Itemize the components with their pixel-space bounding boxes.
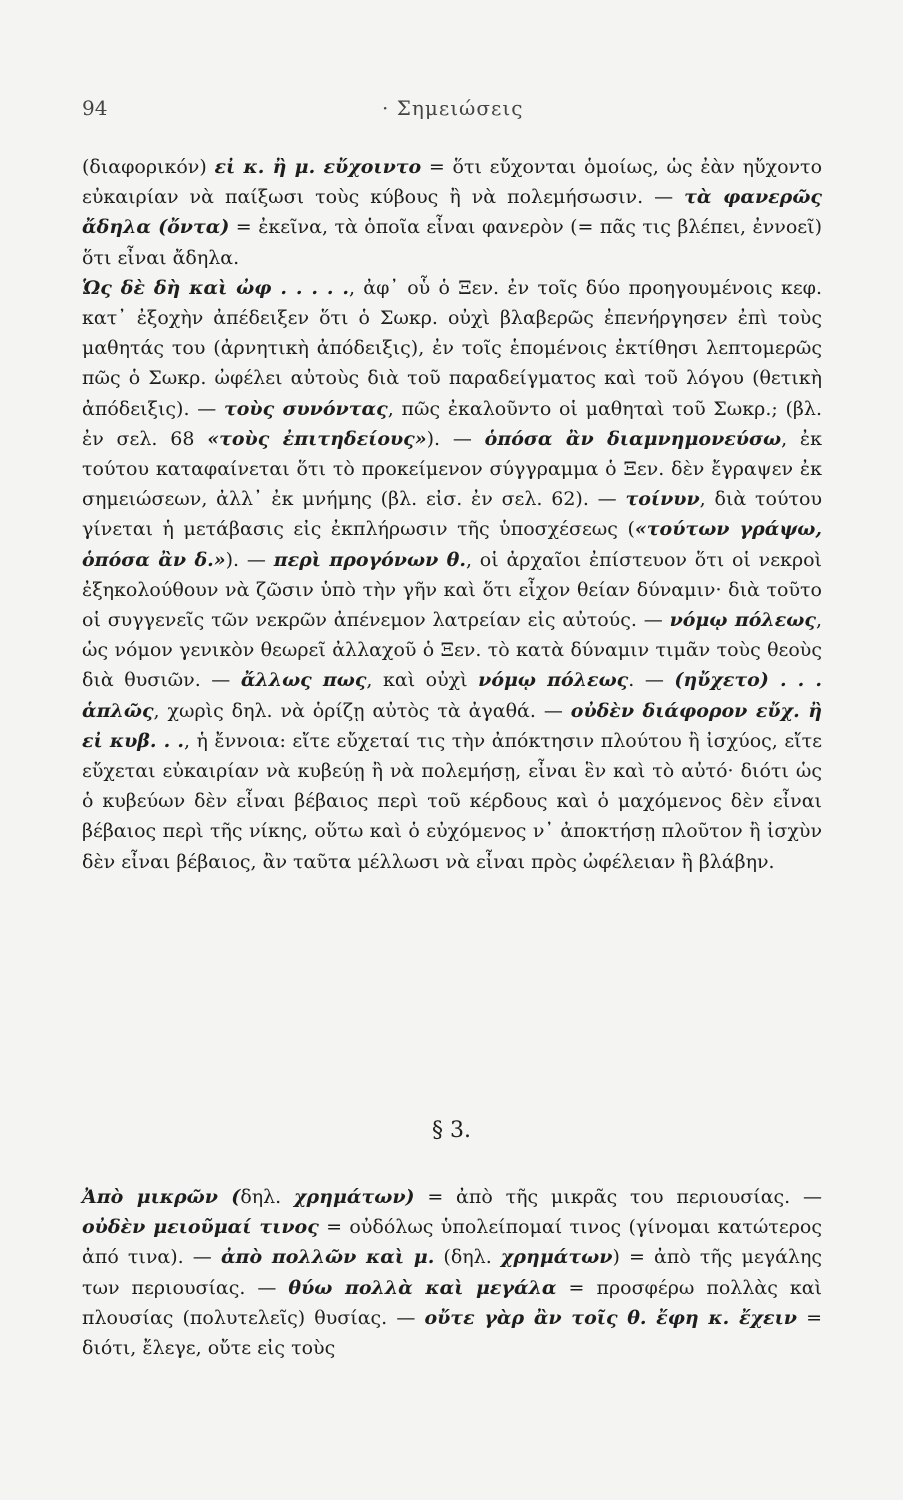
lemma: εἰ κ. ἢ μ. εὔχοιντο <box>214 156 422 178</box>
lemma: περὶ προγόνων θ. <box>273 548 466 571</box>
lemma: θύω πολλὰ καὶ μεγάλα <box>288 1276 557 1299</box>
lemma: ὁπόσα ἂν διαμνημονεύσω <box>484 427 782 450</box>
lemma: οὔτε γὰρ ἂν τοῖς θ. ἔφη κ. ἔχειν <box>424 1306 797 1329</box>
lemma: χρημάτων) <box>294 1186 415 1208</box>
lemma: (ηὔχετο) . . . ἁπλῶς <box>82 669 823 722</box>
commentary-text: ). — <box>426 427 485 450</box>
lemma: τοὺς συνόντας <box>223 397 388 420</box>
lemma: νόμῳ πόλεως <box>478 669 629 692</box>
commentary-text: ) = ἀπὸ τῆς μεγάλης των περιουσίας. — <box>82 1246 823 1299</box>
commentary-text: = προσφέρω πολλὰς καὶ πλουσίας (πολυτελεῖς) θυσίας. — <box>82 1276 822 1329</box>
lemma: «τούτων γράψω, ὁπόσα ἂν δ.» <box>82 518 822 571</box>
lemma: χρημάτων <box>500 1246 613 1269</box>
running-title: · Σημειώσεις <box>382 96 524 120</box>
commentary-text: (δηλ. <box>434 1246 501 1269</box>
commentary-text: , ἀφ᾽ οὗ ὁ Ξεν. ἐν τοῖς δύο προηγουμένοις κεφ. κατ᾽ ἐξοχὴν ἀπέδειξεν ὅτι ὁ Σωκρ. οὐχὶ βλαβερῶς ἐπενήργησεν ἐπὶ τοὺς μαθητάς του (ἀρνητικὴ ἀπόδειξις), ἐν τοῖς ἑπομένοις ἐκτίθησι λεπτομερῶς πῶς ὁ Σωκρ. ὠφέλει αὐτοὺς διὰ τοῦ παραδείγματος καὶ τοῦ λόγου (θετικὴ ἀπόδειξις). — <box>82 276 822 420</box>
commentary-text: = ὅτι εὔχονται ὁμοίως, ὡς ἐὰν ηὔχοντο εὐκαιρίαν νὰ παίξωσι τοὺς κύβους ἢ νὰ πολεμήσωσιν. — <box>82 156 823 209</box>
lemma: Ἀπὸ μικρῶν ( <box>82 1186 241 1208</box>
lemma: ἄλλως πως <box>240 669 367 692</box>
commentary-text: = οὐδόλως ὑπολείπομαί τινος (γίνομαι κατώτερος ἀπό τινα). — <box>82 1216 822 1269</box>
notes-body-section-3 <box>82 1182 822 1363</box>
commentary-text: ). — <box>225 548 274 571</box>
section-heading: § 3. <box>432 1118 471 1143</box>
commentary-text: = ἐκεῖνα, τὰ ὁποῖα εἶναι φανερὸν (= πᾶς τις βλέπει, ἐννοεῖ) ὅτι εἶναι ἄδηλα. <box>82 216 822 269</box>
paragraph <box>82 273 822 877</box>
commentary-text: , οἱ ἀρχαῖοι ἐπίστευον ὅτι οἱ νεκροὶ ἐξηκολούθουν νὰ ζῶσιν ὑπὸ τὴν γῆν καὶ ὅτι εἶχον θείαν δύναμιν· διὰ τοῦτο οἱ συγγενεῖς τῶν νεκρῶν ἀπένεμον λατρείαν εἰς αὐτούς. — <box>82 548 822 632</box>
commentary-text: δηλ. <box>240 1186 295 1208</box>
commentary-text: , χωρὶς δηλ. νὰ ὁρίζῃ αὐτὸς τὰ ἀγαθά. — <box>153 699 571 722</box>
commentary-text: . — <box>628 669 675 692</box>
commentary-text: , διὰ τούτου γίνεται ἡ μετάβασις εἰς ἐκπλήρωσιν τῆς ὑποσχέσεως ( <box>82 488 823 541</box>
paragraph <box>82 152 822 273</box>
lemma: τὰ φανερῶς ἄδηλα (ὄντα) <box>82 186 822 239</box>
commentary-text: = ἀπὸ τῆς μικρᾶς του περιουσίας. — <box>414 1186 822 1208</box>
commentary-text: , πῶς ἐκαλοῦντο οἱ μαθηταὶ τοῦ Σωκρ.; (βλ. ἐν σελ. 68 <box>82 397 823 450</box>
lemma: νόμῳ πόλεως <box>669 609 816 632</box>
lemma: Ὡς δὲ δὴ καὶ ὠφ . . . . . <box>82 276 349 299</box>
lemma: οὐδὲν μειοῦμαί τινος <box>82 1216 319 1239</box>
page-number: 94 <box>82 96 108 120</box>
commentary-text: , καὶ οὐχὶ <box>366 669 479 692</box>
commentary-text: , ἐκ τούτου καταφαίνεται ὅτι τὸ προκείμενον σύγγραμμα ὁ Ξεν. δὲν ἔγραψεν ἐκ σημειώσεων, ἀλλ᾽ ἐκ μνήμης (βλ. εἰσ. ἐν σελ. 62). — <box>82 427 822 511</box>
commentary-text: , ὡς νόμον γενικὸν θεωρεῖ ἀλλαχοῦ ὁ Ξεν. τὸ κατὰ δύναμιν τιμᾶν τοὺς θεοὺς διὰ θυσιῶν. — <box>82 609 822 692</box>
commentary-text: , ἡ ἔννοια: εἴτε εὔχεταί τις τὴν ἀπόκτησιν πλούτου ἢ ἰσχύος, εἴτε εὔχεται εὐκαιρίαν νὰ κυβεύῃ ἢ νὰ πολεμήσῃ, εἶναι ἓν καὶ τὸ αὐτό· διότι ὡς ὁ κυβεύων δὲν εἶναι βέβαιος περὶ τοῦ κέρδους καὶ ὁ μαχόμενος δὲν εἶναι βέβαιος περὶ τῆς νίκης, οὕτω καὶ ὁ εὐχόμενος ν᾽ ἀποκτήσῃ πλοῦτον ἢ ἰσχὺν δὲν εἶναι βέβαιος, ἂν ταῦτα μέλλωσι νὰ εἶναι πρὸς ὠφέλειαν ἢ βλάβην. <box>82 729 822 873</box>
lemma: «τοὺς ἐπιτηδείους» <box>207 427 427 450</box>
notes-body <box>82 152 822 877</box>
lemma: ἀπὸ πολλῶν καὶ μ. <box>220 1246 435 1269</box>
commentary-text: = διότι, ἔλεγε, οὔτε εἰς τοὺς <box>82 1306 822 1360</box>
lemma: τοίνυν <box>625 488 700 511</box>
lemma: οὐδὲν διάφορον εὔχ. ἢ εἰ κυβ. . . <box>82 699 823 752</box>
paragraph <box>82 1182 822 1363</box>
commentary-text: (διαφορικόν) <box>82 156 215 178</box>
page-header <box>82 96 822 126</box>
